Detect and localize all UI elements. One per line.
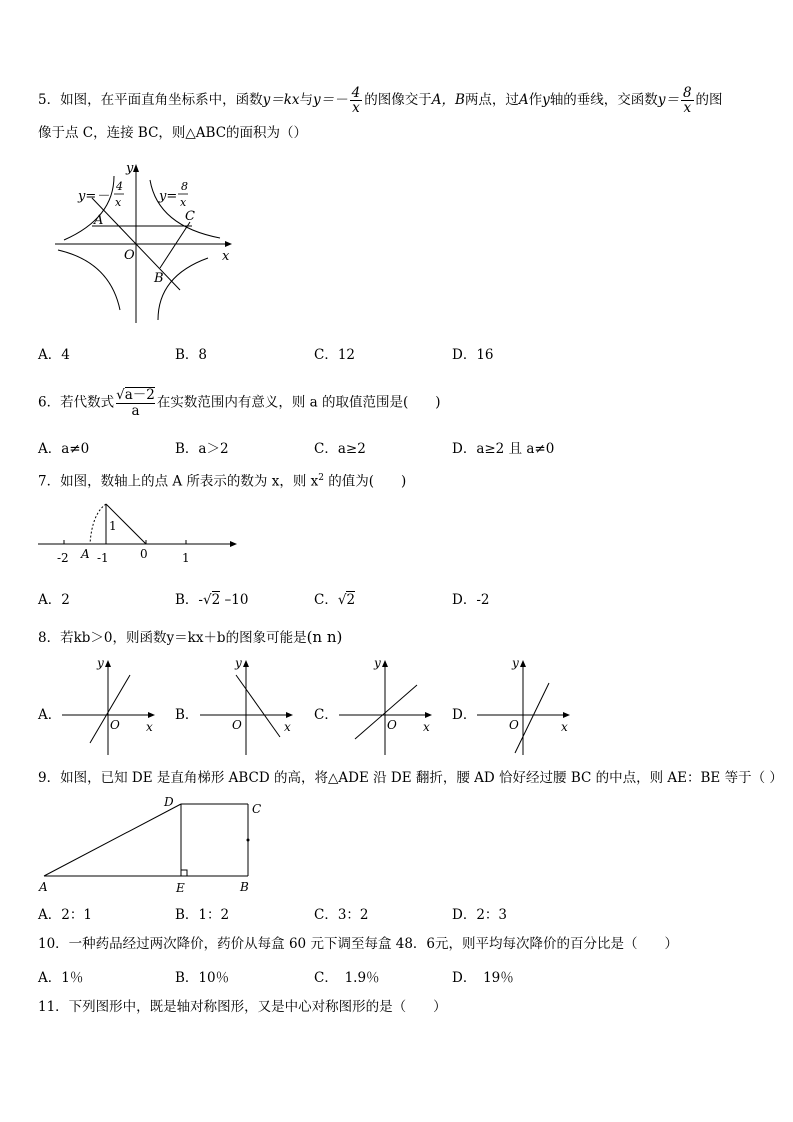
q5-curve-pos-lower	[58, 250, 120, 310]
q10-line: 10．一种药品经过两次降价，药价从每盒 60 元下调至每盒 48．6元，则平均每次降价的百分比是（ ）	[38, 936, 678, 952]
q5-option-a[interactable]: A．4	[38, 347, 70, 363]
q7-label-m2: -2	[57, 551, 69, 565]
q7-figure	[36, 500, 246, 570]
q8-graph-b[interactable]	[198, 655, 298, 755]
q5-label-b: B	[154, 271, 164, 286]
q8-text-a: 8．若	[38, 630, 74, 646]
q5-text-f: 轴的垂线，交函数	[549, 92, 658, 108]
q5-frac-neg: $\frac{4}{x}$	[351, 85, 361, 116]
q6-option-a[interactable]: A．a≠0	[38, 441, 90, 457]
q8-condition: kb＞0	[73, 630, 113, 646]
q8c-x-label: x	[423, 720, 430, 734]
q7-option-d[interactable]: D．-2	[452, 592, 490, 608]
q9-option-c[interactable]: C．3：2	[314, 907, 369, 923]
q5-option-d[interactable]: D．16	[452, 347, 494, 363]
q9-side-ad	[44, 804, 181, 876]
q8a-y-label: y	[97, 656, 104, 670]
q6-denominator: a	[131, 403, 140, 419]
q9-label-e: E	[176, 881, 185, 895]
q8c-y-label: y	[374, 656, 381, 670]
q8b-line	[236, 675, 280, 737]
q5-text-c: 的图像交于	[364, 92, 432, 108]
q10-option-a[interactable]: A．1％	[38, 970, 84, 986]
q7-exponent: 2	[318, 473, 324, 483]
q8-option-b-label[interactable]: B．	[175, 707, 199, 723]
q8-function: y＝kx＋b	[166, 630, 226, 646]
q8a-x-label: x	[146, 720, 153, 734]
q8d-line	[515, 683, 549, 753]
q5-axis-y: y	[542, 92, 550, 108]
q8-text-b: ，则函数	[112, 630, 167, 646]
q8b-y-arrow	[243, 660, 249, 667]
q8c-x-arrow	[425, 712, 432, 718]
q5-label-neg-pre: y=－	[78, 189, 110, 204]
q8b-x-arrow	[286, 712, 293, 718]
q8b-x-label: x	[284, 720, 291, 734]
q9-label-d: D	[164, 795, 174, 809]
q6-line	[38, 387, 441, 419]
q8-line	[38, 626, 342, 649]
q8c-line	[355, 685, 417, 739]
q5-point-a: A	[518, 92, 529, 108]
q8a-y-arrow	[105, 660, 111, 667]
q5-text-d: 两点，过	[464, 92, 519, 108]
q9-line: 9．如图，已知 DE 是直角梯形 ABCD 的高，将△ADE 沿 DE 翻折，腰 AD 恰好经过腰 BC 的中点，则 AE：BE 等于（ ）	[38, 770, 783, 786]
q5-label-pos-pre: y=	[159, 189, 178, 204]
q5-y-arrow	[133, 164, 139, 172]
q6-fraction	[116, 387, 155, 419]
q7-line	[38, 467, 406, 493]
q5-label-c: C	[185, 209, 195, 224]
q8a-x-arrow	[148, 712, 155, 718]
q7-text-b: 的值为( )	[323, 473, 407, 490]
q5-line1	[38, 86, 723, 115]
q6-option-d[interactable]: D．a≥2 且 a≠0	[452, 441, 555, 457]
q9-label-a: A	[39, 880, 48, 894]
q9-label-b: B	[240, 880, 249, 894]
q7-text-a: 7．如图，数轴上的点 A 所表示的数为 x，则 x	[38, 473, 319, 490]
q7-option-c[interactable]: C．√2	[314, 592, 356, 608]
q5-line-bc	[160, 222, 190, 268]
q7-label-1: 1	[182, 551, 190, 565]
q8-option-c-label[interactable]: C．	[314, 707, 338, 723]
q5-text-g: 的图	[695, 92, 723, 108]
q5-label-pos-num: 8	[181, 180, 188, 193]
q8-paren: (n n)	[306, 628, 343, 646]
q7-compass-arc	[90, 504, 106, 544]
q9-label-c: C	[252, 802, 262, 816]
q9-option-d[interactable]: D．2：3	[452, 907, 508, 923]
q5-option-b[interactable]: B．8	[175, 347, 208, 363]
q7-option-b[interactable]: B．-√2 –10	[175, 592, 249, 608]
q7-option-c-radical: √2	[337, 592, 356, 608]
q10-option-b[interactable]: B．10％	[175, 970, 230, 986]
q5-func-neg: y＝－	[313, 92, 348, 108]
q5-x-arrow	[225, 241, 232, 247]
q9-option-a[interactable]: A．2：1	[38, 907, 92, 923]
q5-figure	[50, 158, 250, 328]
q8d-x-arrow	[563, 712, 570, 718]
q8d-y-label: y	[512, 656, 519, 670]
q6-radical-sign: √	[116, 387, 125, 403]
q5-label-x: x	[222, 249, 230, 264]
q6-option-c[interactable]: C．a≥2	[314, 441, 366, 457]
q7-label-len: 1	[109, 519, 117, 533]
q10-option-c[interactable]: C． 1.9％	[314, 970, 380, 986]
q5-func-kx: y＝kx	[262, 92, 300, 108]
q8b-origin: O	[232, 718, 242, 732]
q8-graph-d[interactable]	[475, 655, 575, 755]
q8-option-a-label[interactable]: A．	[38, 707, 62, 723]
q8b-y-label: y	[235, 656, 242, 670]
q5-func-pos: y＝	[657, 92, 679, 108]
q9-figure	[36, 796, 276, 896]
q5-label-neg-num: 4	[116, 180, 123, 193]
q9-midpoint-bc	[247, 839, 250, 842]
q5-label-pos-den: x	[180, 196, 187, 209]
q5-label-o: O	[124, 248, 135, 263]
q5-label-a: A	[94, 213, 104, 228]
q5-text-a: 5．如图，在平面直角坐标系中，函数	[38, 92, 263, 108]
q5-option-c[interactable]: C．12	[314, 347, 356, 363]
q5-frac-pos: $\frac{8}{x}$	[682, 85, 692, 116]
q6-text-a: 6．若代数式	[38, 394, 115, 411]
q8d-origin: O	[509, 718, 519, 732]
q9-right-angle-mark	[181, 870, 187, 876]
q9-option-b[interactable]: B．1：2	[175, 907, 230, 923]
q5-curve-neg-lower	[158, 258, 208, 320]
q8-graph-a[interactable]	[60, 655, 160, 755]
q8-graph-c[interactable]	[337, 655, 437, 755]
q8c-y-arrow	[382, 660, 388, 667]
q8a-origin: O	[110, 718, 120, 732]
q7-label-0: 0	[140, 547, 148, 561]
q8d-y-arrow	[520, 660, 526, 667]
q10-option-d[interactable]: D． 19％	[452, 970, 514, 986]
q5-curve-neg-upper	[64, 176, 114, 240]
q5-text-e: 作	[528, 92, 543, 108]
q5-label-y: y	[126, 161, 134, 176]
q8-text-c: 的图象可能是	[225, 630, 307, 646]
q6-option-b[interactable]: B．a＞2	[175, 441, 229, 457]
q8-option-d-label[interactable]: D．	[452, 707, 477, 723]
q5-points-ab: A，B	[431, 92, 465, 108]
q5-label-neg-den: x	[115, 196, 122, 209]
q5-line2: 像于点 C，连接 BC，则△ABC的面积为（）	[38, 125, 308, 141]
q6-text-b: 在实数范围内有意义，则 a 的取值范围是( )	[156, 394, 441, 411]
q8d-x-label: x	[561, 720, 568, 734]
q7-option-a[interactable]: A．2	[38, 592, 70, 608]
q11-line: 11．下列图形中，既是轴对称图形，又是中心对称图形的是（ ）	[38, 999, 447, 1015]
q7-number-line-arrow	[230, 541, 237, 547]
q5-text-b: 与	[299, 92, 314, 108]
q6-radicand: a－2	[124, 387, 155, 403]
q7-option-b-radical: √2	[202, 592, 221, 608]
q7-label-m1: -1	[97, 551, 109, 565]
q8a-line	[90, 675, 130, 743]
q8c-origin: O	[387, 718, 397, 732]
q7-label-a: A	[81, 547, 90, 561]
